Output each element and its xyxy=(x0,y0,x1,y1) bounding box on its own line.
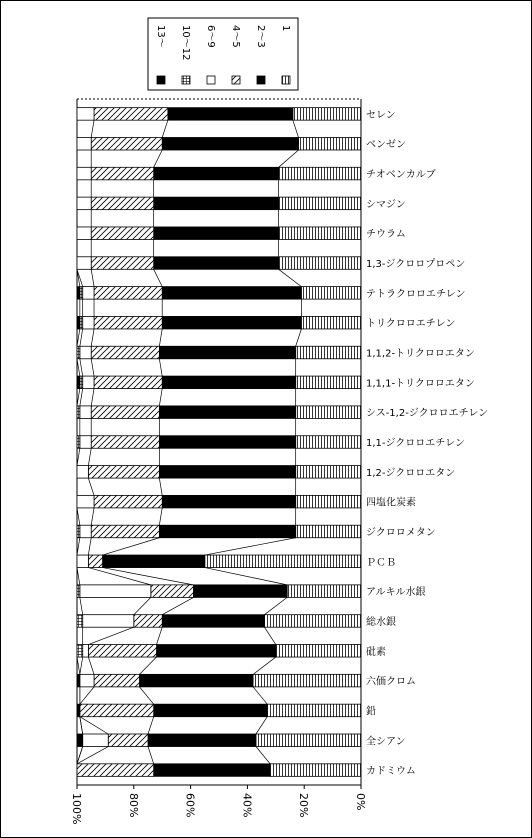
bar-segment xyxy=(159,466,295,479)
bar-segment xyxy=(83,615,134,628)
bar-segment xyxy=(296,495,361,508)
series-connector xyxy=(256,717,267,734)
bar-segment xyxy=(77,376,80,389)
category-label: ジクロロメタン xyxy=(366,527,436,539)
x-tick-label: 20% xyxy=(297,793,311,818)
bar-segment xyxy=(77,167,91,180)
series-connector xyxy=(91,120,94,137)
bar-segment xyxy=(83,316,94,329)
bar-segment xyxy=(77,495,94,508)
bar-segment xyxy=(270,764,361,777)
category-label: ベンゼン xyxy=(366,139,406,151)
bar-segment xyxy=(77,764,154,777)
bar-segment xyxy=(148,734,256,747)
legend-swatch xyxy=(182,76,190,84)
bar-segment xyxy=(154,764,270,777)
bar-segment xyxy=(88,555,102,568)
bar-segment xyxy=(77,615,83,628)
bar-segment xyxy=(80,346,91,359)
bar-segment xyxy=(77,645,83,658)
bar-segment xyxy=(256,734,361,747)
bar-segment xyxy=(80,525,91,538)
bar-segment xyxy=(159,436,295,449)
category-labels xyxy=(366,110,488,777)
series-connector xyxy=(159,389,162,406)
series-connector xyxy=(91,508,94,525)
category-label: 四塩化炭素 xyxy=(366,497,416,509)
series-connector xyxy=(157,627,163,644)
bar-segment xyxy=(287,585,361,598)
category-label: テトラクロロエチレン xyxy=(366,288,466,300)
series-connector xyxy=(80,717,108,734)
bar-segment xyxy=(83,287,94,300)
series-connector xyxy=(264,627,275,644)
bar-segment xyxy=(80,704,154,717)
category-label: 鉛 xyxy=(366,706,376,718)
category-label: シス-1,2-ジクロロエチレン xyxy=(366,408,489,420)
bar-segment xyxy=(162,376,295,389)
series-connector xyxy=(88,538,91,555)
bar-segment xyxy=(159,525,295,538)
bar-segment xyxy=(296,466,361,479)
bar-segment xyxy=(88,645,156,658)
bar-segment xyxy=(139,674,253,687)
bar-segment xyxy=(301,316,361,329)
series-connector xyxy=(91,359,94,376)
category-label: 1,2-ジクロロエタン xyxy=(366,467,456,479)
series-connector xyxy=(296,329,302,346)
bar-segment xyxy=(77,406,80,419)
bar-segment xyxy=(91,525,159,538)
series-connector xyxy=(88,478,94,495)
bar-segment xyxy=(91,406,159,419)
series-connector xyxy=(148,717,154,734)
bar-segment xyxy=(154,197,279,210)
category-label: ＰＣＢ xyxy=(366,557,396,569)
series-connector xyxy=(154,150,163,167)
category-label: 1,3-ジクロロプロペン xyxy=(366,259,466,271)
x-tick-label: 100% xyxy=(70,793,83,825)
x-axis xyxy=(70,785,367,824)
category-label: チオベンカルブ xyxy=(366,169,436,181)
bar-segment xyxy=(77,674,80,687)
legend-label: 4～5 xyxy=(230,25,241,48)
bar-segment xyxy=(77,734,83,747)
series-connector xyxy=(80,329,83,346)
series-connector xyxy=(256,747,270,764)
bar-segment xyxy=(253,674,361,687)
series-connector xyxy=(159,508,162,525)
series-connector xyxy=(205,538,296,555)
bar-segment xyxy=(77,436,80,449)
bar-segment xyxy=(296,436,361,449)
bar-segment xyxy=(77,197,91,210)
series-connector xyxy=(134,597,151,614)
bar-segment xyxy=(159,346,295,359)
bar-segment xyxy=(77,108,94,121)
bar-segment xyxy=(154,704,268,717)
bar-segment xyxy=(296,525,361,538)
legend-swatch xyxy=(257,76,265,84)
category-label: セレン xyxy=(366,109,396,121)
bar-segment xyxy=(91,436,159,449)
bar-segment xyxy=(83,645,89,658)
series-connector xyxy=(80,687,94,704)
bar-segment xyxy=(77,525,80,538)
bar-segment xyxy=(205,555,361,568)
series-connector xyxy=(253,687,267,704)
bar-segment xyxy=(162,615,264,628)
category-label: 1,1,1-トリクロロエタン xyxy=(366,378,475,390)
bar-segment xyxy=(279,227,361,240)
bar-segment xyxy=(154,167,279,180)
bar-segment xyxy=(103,555,205,568)
series-connector xyxy=(162,120,168,137)
x-tick-label: 0% xyxy=(354,793,367,811)
series-connector xyxy=(162,597,193,614)
bar-segment xyxy=(264,615,361,628)
bar-segment xyxy=(293,108,361,121)
bar-segment xyxy=(91,257,153,270)
series-connector xyxy=(80,597,83,614)
bar-segment xyxy=(296,376,361,389)
bar-segment xyxy=(91,346,159,359)
category-label: アルキル水銀 xyxy=(366,587,426,599)
bar-segment xyxy=(77,316,80,329)
bar-segment xyxy=(159,406,295,419)
bar-segment xyxy=(77,287,80,300)
bar-segment xyxy=(299,137,361,150)
legend xyxy=(148,18,298,90)
series-connector xyxy=(205,568,287,585)
legend-label: 6～9 xyxy=(205,25,216,48)
series-connector xyxy=(88,627,133,644)
series-connector xyxy=(159,329,162,346)
bar-segment xyxy=(94,376,162,389)
bar-segment xyxy=(83,376,94,389)
series-connector xyxy=(159,359,162,376)
category-label: シマジン xyxy=(366,199,406,211)
series-connector xyxy=(279,269,302,286)
bar-segment xyxy=(94,316,162,329)
category-label: カドミウム xyxy=(366,766,416,778)
bar-segment xyxy=(267,704,361,717)
bar-segment xyxy=(168,108,293,121)
category-label: 六価クロム xyxy=(366,676,416,688)
series-connector xyxy=(279,150,299,167)
series-connector xyxy=(91,329,94,346)
bar-segment xyxy=(193,585,287,598)
x-tick-label: 80% xyxy=(126,793,140,818)
bar-segment xyxy=(162,495,295,508)
x-tick-label: 40% xyxy=(240,793,254,818)
category-label: チウラム xyxy=(366,229,406,241)
bar-segment xyxy=(134,615,162,628)
series-connector xyxy=(88,657,94,674)
series-connector xyxy=(80,657,83,674)
category-label: 1,1,2-トリクロロエタン xyxy=(366,348,475,360)
bar-segment xyxy=(279,197,361,210)
series-connector xyxy=(80,717,83,734)
bar-segment xyxy=(91,167,153,180)
series-connector xyxy=(139,687,153,704)
series-connector xyxy=(91,389,94,406)
bar-segment xyxy=(276,645,361,658)
legend-swatch xyxy=(232,76,240,84)
bar-segment xyxy=(80,436,91,449)
bar-segment xyxy=(80,376,83,389)
bar-segment xyxy=(162,137,298,150)
x-tick-label: 60% xyxy=(183,793,197,818)
series-connector xyxy=(253,657,276,674)
bar-segment xyxy=(91,227,153,240)
series-connector xyxy=(91,269,94,286)
bar-segment xyxy=(77,227,91,240)
series-connector xyxy=(103,538,160,555)
bar-segment xyxy=(94,495,162,508)
series-connector xyxy=(154,269,163,286)
bar-segment xyxy=(154,227,279,240)
series-connector xyxy=(264,597,287,614)
bar-segment xyxy=(94,108,168,121)
series-connector xyxy=(77,269,83,286)
bar-segment xyxy=(80,406,91,419)
bars xyxy=(77,108,361,777)
bar-segment xyxy=(279,257,361,270)
bar-segment xyxy=(80,585,151,598)
legend-label: 13～ xyxy=(155,25,166,48)
bar-segment xyxy=(80,316,83,329)
bar-segment xyxy=(151,585,194,598)
bar-segment xyxy=(77,585,80,598)
bar-segment xyxy=(77,704,80,717)
category-label: 1,1-ジクロロエチレン xyxy=(366,438,465,449)
category-label: 全シアン xyxy=(366,736,406,748)
bar-segment xyxy=(77,137,91,150)
bar-segment xyxy=(301,287,361,300)
bar-segment xyxy=(77,257,91,270)
bar-segment xyxy=(80,674,94,687)
bar-segment xyxy=(88,466,159,479)
legend-swatch xyxy=(207,76,215,84)
bar-segment xyxy=(296,406,361,419)
bar-segment xyxy=(91,197,153,210)
bar-segment xyxy=(296,346,361,359)
series-connector xyxy=(293,120,299,137)
legend-label: 2～3 xyxy=(255,25,266,48)
series-connector xyxy=(103,568,194,585)
bar-segment xyxy=(157,645,276,658)
bar-segment xyxy=(94,674,139,687)
bar-segment xyxy=(279,167,361,180)
legend-label: 1 xyxy=(280,25,291,32)
legend-label: 10～12 xyxy=(180,25,191,61)
bar-segment xyxy=(77,555,88,568)
series-connector xyxy=(148,747,154,764)
bar-segment xyxy=(83,734,109,747)
legend-swatch xyxy=(282,76,290,84)
bar-segment xyxy=(80,287,83,300)
category-label: トリクロロエチレン xyxy=(366,318,456,330)
category-label: 砒素 xyxy=(366,646,386,658)
series-connector xyxy=(88,448,91,465)
bar-segment xyxy=(108,734,148,747)
series-connector xyxy=(88,568,150,585)
bar-segment xyxy=(154,257,279,270)
series-connector xyxy=(80,359,83,376)
category-label: 総水銀 xyxy=(366,616,396,628)
bar-segment xyxy=(77,466,88,479)
bar-segment xyxy=(162,316,301,329)
series-connector xyxy=(159,478,162,495)
series-connector xyxy=(80,389,83,406)
bar-segment xyxy=(94,287,162,300)
series-connector xyxy=(139,657,156,674)
legend-swatch xyxy=(157,76,165,84)
bar-segment xyxy=(91,137,162,150)
bar-segment xyxy=(77,346,80,359)
legend-box xyxy=(148,18,298,90)
bar-segment xyxy=(162,287,301,300)
